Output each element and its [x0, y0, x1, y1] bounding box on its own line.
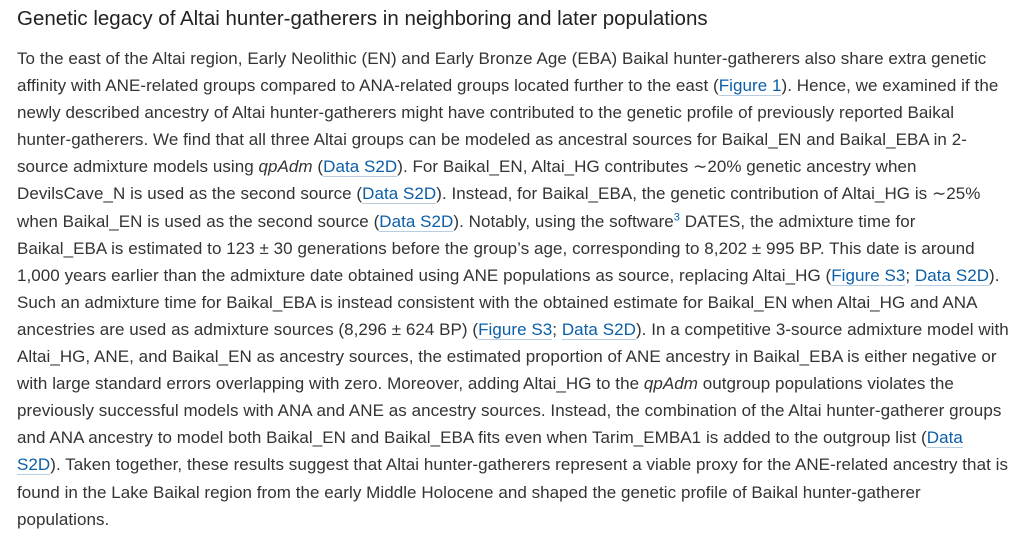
figure-1-link[interactable]: Figure 1 [718, 76, 782, 96]
data-s2d-link[interactable]: Data S2D [323, 157, 398, 177]
paragraph-text: ). Hence, we examined if the newly described ancestry of Altai hunter-gatherers might have contributed to the genetic profile of previously reported Baikal hunter-gatherers. We find that all three Altai groups can be modeled as ancestral sources for Baikal_EN and Baikal_EBA in 2-source admixture models using [17, 76, 999, 177]
figure-s3-link[interactable]: Figure S3 [831, 265, 906, 285]
data-s2d-link[interactable]: Data S2D [914, 265, 990, 285]
data-s2d-link[interactable]: Data S2D [379, 211, 454, 231]
body-paragraph [17, 45, 1009, 533]
paragraph-text: outgroup populations violates the previously successful models with ANA and ANE as ancestry sources. Instead, the combination of the Altai hunter-gatherer groups and ANA ancestry to model both Baikal_EN and Baikal_EBA fits even when Tarim_EMBA1 is added to the outgroup list ( [17, 374, 1002, 448]
paragraph-text: ( [312, 157, 324, 177]
paragraph-text: ). Instead, for Baikal_EBA, the genetic contribution of Altai_HG is ∼25% when Baikal_EN is used as the second source ( [17, 184, 981, 231]
paragraph-text: ; [552, 319, 562, 339]
paragraph-text: DATES, the admixture time for Baikal_EBA is estimated to 123 ± 30 generations before the group’s age, corresponding to 8,202 ± 995 BP. This date is around 1,000 years earlier than the admixture date obtained using ANE populations as source, replacing Altai_HG ( [17, 211, 975, 285]
paragraph-text: ). Notably, using the software [453, 211, 674, 231]
section-heading: Genetic legacy of Altai hunter-gatherers in neighboring and later populations [17, 7, 708, 30]
paragraph-text: ). In a competitive 3-source admixture model with Altai_HG, ANE, and Baikal_EN as ancestry sources, the estimated proportion of ANE ancestry in Baikal_EBA is either negative or with large standard errors overlapping with zero. Moreover, adding Altai_HG to the [17, 319, 1009, 394]
paragraph-text: ). Taken together, these results suggest that Altai hunter-gatherers represent a viable proxy for the ANE-related ancestry that is found in the Lake Baikal region from the early Middle Holocene and shaped the genetic profile of Baikal hunter-gatherer populations. [17, 455, 1008, 529]
data-s2d-link[interactable]: Data S2D [362, 184, 437, 204]
figure-s3-link[interactable]: Figure S3 [478, 319, 553, 339]
paragraph-text: ). For Baikal_EN, Altai_HG contributes ∼20% genetic ancestry when DevilsCave_N is used as the second source ( [17, 157, 917, 204]
paragraph-text: ). Such an admixture time for Baikal_EBA is instead consistent with the obtained estimate for Baikal_EN when Altai_HG and ANA ancestries are used as admixture sources (8,296 ± 624 BP) ( [17, 265, 1000, 339]
paragraph-text: ; [905, 265, 915, 285]
paragraph-text: To the east of the Altai region, Early Neolithic (EN) and Early Bronze Age (EBA) Baikal hunter-gatherers also share extra genetic affinity with ANE-related groups compared to ANA-related groups located further to the east ( [17, 49, 987, 96]
software-name-qpadm: qpAdm [258, 157, 313, 177]
data-s2d-link[interactable]: Data S2D [561, 319, 636, 339]
data-s2d-link[interactable]: Data S2D [17, 428, 963, 475]
footnote-3-link[interactable]: 3 [673, 210, 680, 223]
software-name-qpadm: qpAdm [643, 374, 698, 394]
